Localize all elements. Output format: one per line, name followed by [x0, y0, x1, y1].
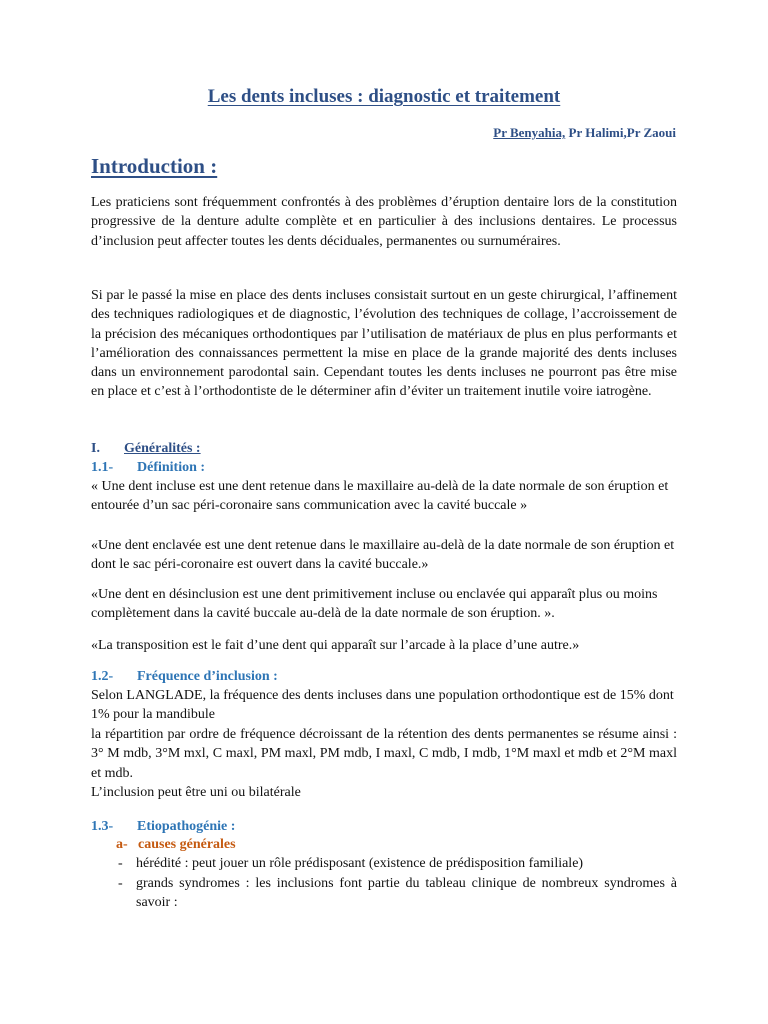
intro-paragraph-2: Si par le passé la mise en place des dents incluses consistait surtout en un geste chirurgical, l’affinement des techniques radiologiques et de diagnostic, l’évolution des techniques de collage, l’accroissement de la précision des mécaniques orthodontiques par l’utilisation de matériaux de plus en plus performants et l’amélioration des connaissances permettent la mise en place de la grande majorité des dents incluses dans un environnement parodontal sain. Cependant toutes les dents incluses ne pourront pas être mise en place et c’est à l’orthodontiste de le déterminer afin d’éviter un traitement inutile voire iatrogène.: [91, 288, 677, 400]
intro-paragraph-1: Les praticiens sont fréquemment confrontés à des problèmes d’éruption dentaire lors de la constitution progressive de la denture adulte complète et en particulier à des inclusions dentaires. Le processus d’inclusion peut affecter toutes les dents déciduales, permanentes ou surnuméraires.: [91, 195, 677, 249]
bullet-text: hérédité : peut jouer un rôle prédisposant (existence de prédisposition familiale): [136, 856, 584, 871]
list-item: [118, 854, 677, 873]
subsection-label: Définition :: [137, 460, 206, 475]
bullet-dash: -: [118, 856, 123, 871]
frequence-paragraph-3: L’inclusion peut être uni ou bilatérale: [91, 785, 301, 800]
section-label: Généralités :: [124, 441, 201, 456]
sub-item-number: a-: [116, 837, 128, 852]
introduction-heading: Introduction :: [91, 154, 218, 178]
document-title: Les dents incluses : diagnostic et traitement: [207, 86, 561, 107]
subsection-label: Fréquence d’inclusion :: [137, 669, 278, 684]
section-number: I.: [91, 441, 100, 456]
subsection-etiopathogenie-heading: [91, 818, 235, 836]
section-generalites-heading: [91, 440, 201, 458]
subsection-number: 1.1-: [91, 460, 114, 475]
subsection-frequence-heading: [91, 668, 278, 686]
definition-incluse: « Une dent incluse est une dent retenue dans le maxillaire au-delà de la date normale de son éruption et entourée d’un sac péri-coronaire sans communication avec la cavité buccale »: [91, 479, 669, 514]
subsection-label: Etiopathogénie :: [137, 819, 236, 834]
causes-generales-heading: [116, 836, 236, 854]
authors-rest: Pr Halimi,Pr Zaoui: [565, 125, 676, 140]
subsection-number: 1.3-: [91, 819, 114, 834]
definition-desinclusion: «Une dent en désinclusion est une dent primitivement incluse ou enclavée qui apparaît plus ou moins complètement dans la cavité buccale au-delà de la date normale de son éruption. ».: [91, 587, 658, 622]
definition-transposition: «La transposition est le fait d’une dent qui apparaît sur l’arcade à la place d’une autre.»: [91, 638, 580, 653]
author-first: Pr Benyahia,: [493, 125, 566, 140]
subsection-definition-heading: [91, 459, 205, 477]
frequence-paragraph-2: la répartition par ordre de fréquence décroissant de la rétention des dents permanentes se résume ainsi : 3° M mdb, 3°M mxl, C maxl, PM maxl, PM mdb, I maxl, C mdb, I mdb, 1°M maxl et mdb et 2°M maxl et mdb.: [91, 727, 677, 781]
bullet-text: grands syndromes : les inclusions font partie du tableau clinique de nombreux syndromes à savoir :: [136, 876, 677, 911]
definition-enclavee: «Une dent enclavée est une dent retenue dans le maxillaire au-delà de la date normale de son éruption et dont le sac péri-coronaire est ouvert dans la cavité buccale.»: [91, 538, 675, 573]
frequence-paragraph-1: Selon LANGLADE, la fréquence des dents incluses dans une population orthodontique est de 15% dont 1% pour la mandibule: [91, 688, 674, 723]
subsection-number: 1.2-: [91, 669, 114, 684]
list-item: [118, 874, 677, 913]
bullet-dash: -: [118, 876, 123, 891]
authors-line: [493, 125, 676, 141]
sub-item-label: causes générales: [138, 837, 236, 852]
